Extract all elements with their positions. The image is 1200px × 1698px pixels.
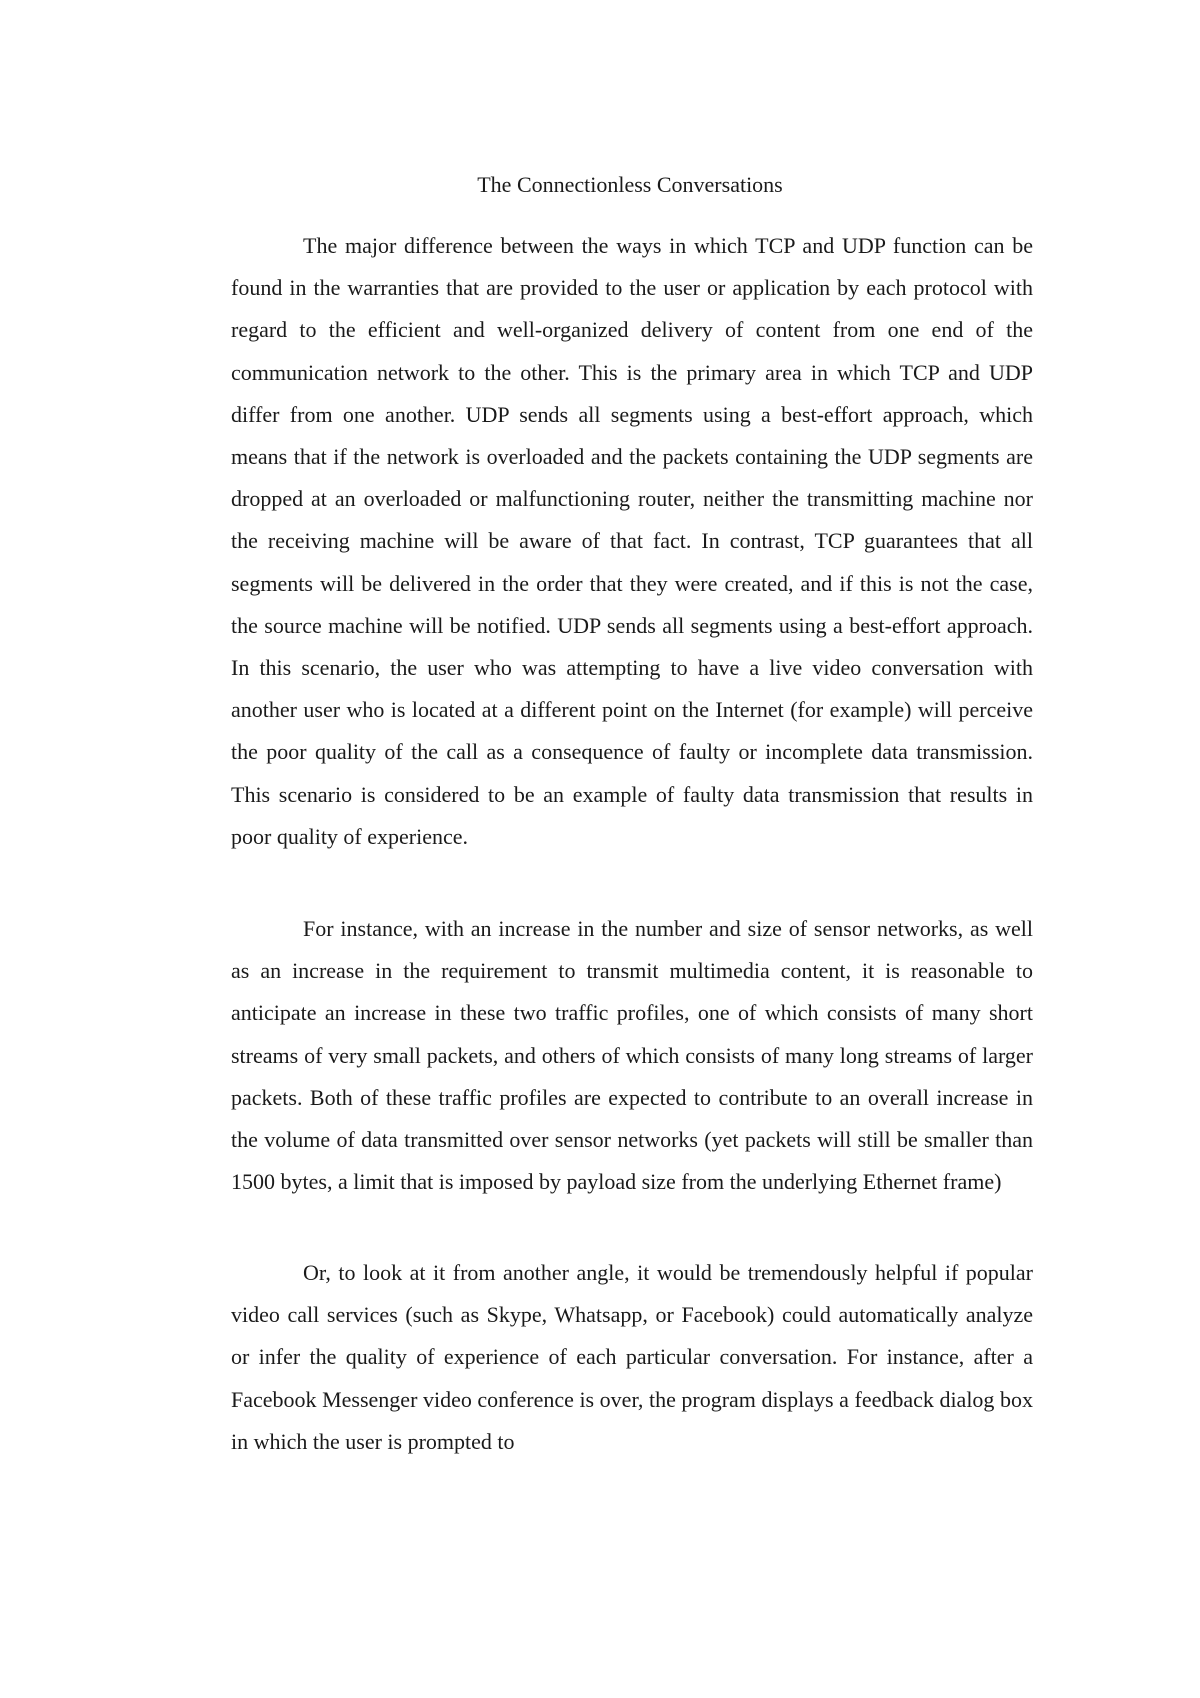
paragraph-3: Or, to look at it from another angle, it would be tremendously helpful if popular video call services (such as Skype, Whatsapp, or Facebook) could automatically analyze or infer the quality of experience of each particular conversation. For instance, after a Facebook Messenger video conference is over, the program displays a feedback dialog box in which the user is prompted to <box>231 1260 1033 1454</box>
document-title: The Connectionless Conversations <box>477 172 783 197</box>
paragraph-2: For instance, with an increase in the number and size of sensor networks, as well as an increase in the requirement to transmit multimedia content, it is reasonable to anticipate an increase in these two traffic profiles, one of which consists of many short streams of very small packets, and others of which consists of many long streams of larger packets. Both of these traffic profiles are expected to contribute to an overall increase in the volume of data transmitted over sensor networks (yet packets will still be smaller than 1500 bytes, a limit that is imposed by payload size from the underlying Ethernet frame) <box>231 916 1033 1195</box>
paragraph-1: The major difference between the ways in which TCP and UDP function can be found in the warranties that are provided to the user or application by each protocol with regard to the efficient and well-organized delivery of content from one end of the communication network to the other. This is the primary area in which TCP and UDP differ from one another. UDP sends all segments using a best-effort approach, which means that if the network is overloaded and the packets containing the UDP segments are dropped at an overloaded or malfunctioning router, neither the transmitting machine nor the receiving machine will be aware of that fact. In contrast, TCP guarantees that all segments will be delivered in the order that they were created, and if this is not the case, the source machine will be notified. UDP sends all segments using a best-effort approach. In this scenario, the user who was attempting to have a live video conversation with another user who is located at a different point on the Internet (for example) will perceive the poor quality of the call as a consequence of faulty or incomplete data transmission. This scenario is considered to be an example of faulty data transmission that results in poor quality of experience. <box>231 233 1033 849</box>
